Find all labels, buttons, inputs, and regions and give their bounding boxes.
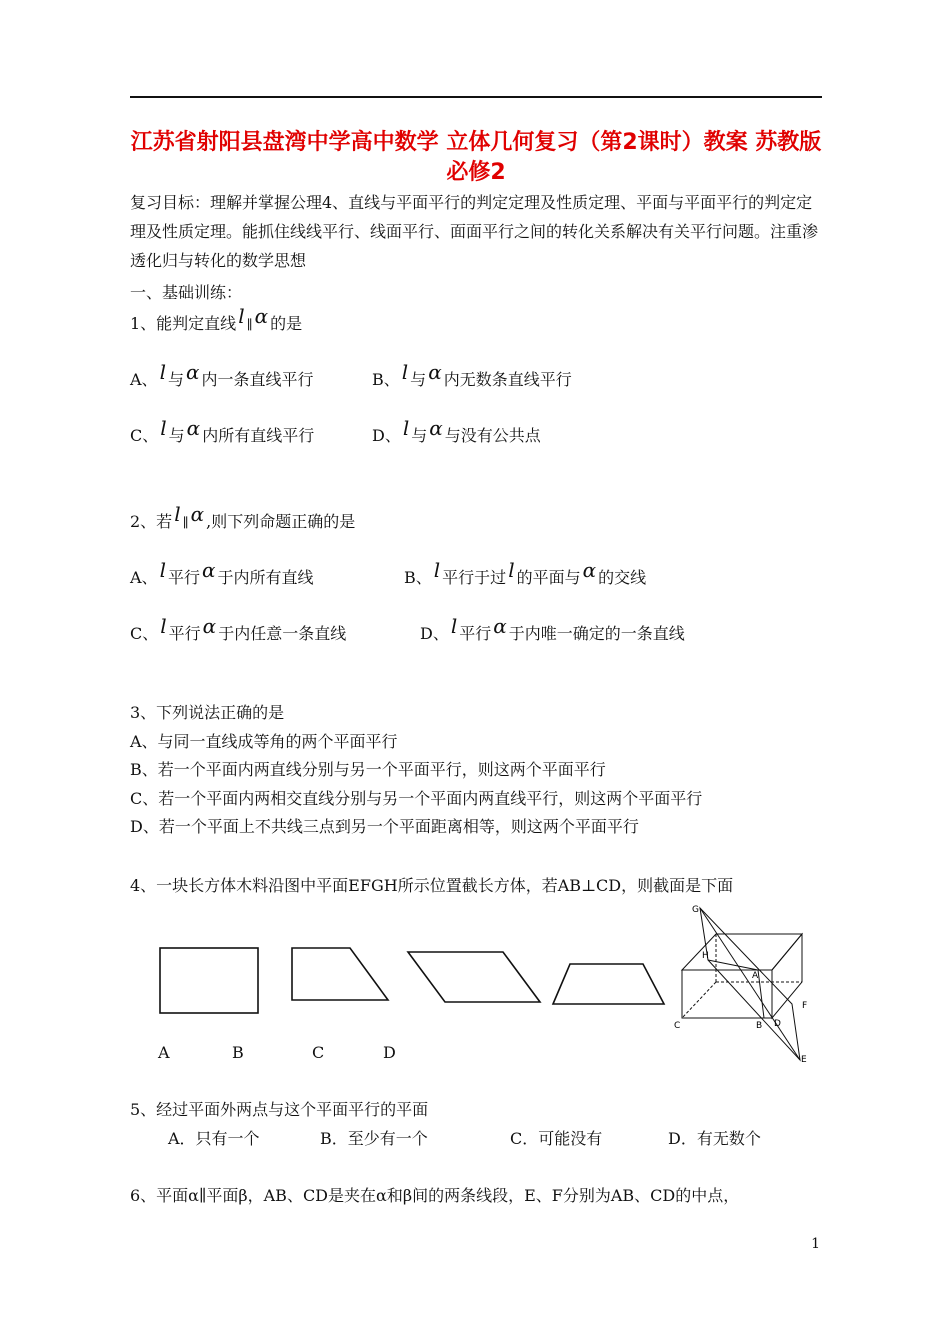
- option-mid-2: 的平面与: [516, 568, 581, 587]
- option-text: 与没有公共点: [444, 426, 541, 445]
- figure-label-c: C: [674, 1021, 681, 1031]
- option-mid: 平行于过: [442, 568, 507, 587]
- symbol-alpha: α: [186, 416, 201, 440]
- q3-option-b: B、若一个平面内两直线分别与另一个平面平行，则这两个平面平行: [130, 760, 606, 779]
- q2-option-a: [130, 558, 314, 588]
- option-text: 内所有直线平行: [202, 426, 315, 445]
- choice-label-c: C: [312, 1043, 325, 1062]
- option-mid: 与: [167, 370, 184, 389]
- q1-option-b: [372, 360, 572, 390]
- hidden-edge: [682, 982, 716, 1018]
- choice-label-a: A: [158, 1043, 170, 1062]
- objectives-paragraph: 复习目标：理解并掌握公理4、直线与平面平行的判定定理及性质定理、平面与平面平行的判定定理及性质定理。能抓住线线平行、线面平行、面面平行之间的转化关系解决有关平行问题。注重渗透化归与转化的数学思想: [130, 193, 819, 270]
- q3-option-a: A、与同一直线成等角的两个平面平行: [130, 732, 398, 751]
- document-title: 江苏省射阳县盘湾中学高中数学 立体几何复习（第2课时）教案 苏教版必修2: [130, 130, 822, 185]
- option-text: 于内任意一条直线: [218, 624, 347, 643]
- choice-label-b: B: [232, 1043, 244, 1062]
- figure-label-b: B: [756, 1021, 763, 1031]
- figure-label-g: G: [692, 905, 699, 915]
- symbol-parallel: ∥: [182, 516, 189, 531]
- option-label: B、: [372, 370, 400, 389]
- symbol-alpha: α: [493, 614, 507, 638]
- plane-edge: [700, 908, 800, 1060]
- symbol-l: l: [433, 558, 441, 582]
- shape-isosceles-trapezoid: [553, 964, 664, 1004]
- symbol-l: l: [160, 614, 167, 638]
- option-mid: 平行: [167, 568, 200, 587]
- page-number: 1: [811, 1236, 820, 1252]
- symbol-l: l: [160, 416, 167, 440]
- q1-option-d: [372, 416, 541, 446]
- q1-prefix: 1、能判定直线: [130, 314, 237, 333]
- option-text: 内一条直线平行: [201, 370, 314, 389]
- q3-option-d: D、若一个平面上不共线三点到另一个平面距离相等，则这两个平面平行: [130, 817, 639, 836]
- symbol-alpha: α: [582, 558, 597, 582]
- header-rule: [130, 96, 822, 98]
- q5-option-d: D．有无数个: [668, 1129, 761, 1148]
- option-label: A、: [130, 370, 158, 389]
- q2-prefix: 2、若: [130, 512, 173, 531]
- option-mid: 与: [411, 426, 428, 445]
- option-text: 于内所有直线: [217, 568, 314, 587]
- figure-label-e: E: [801, 1055, 807, 1065]
- symbol-l: l: [450, 614, 458, 638]
- shape-rectangle: [160, 948, 258, 1013]
- section-edge: [758, 970, 764, 1018]
- option-label: C、: [130, 426, 159, 445]
- option-label: C、: [130, 624, 159, 643]
- q2-option-b: [404, 558, 647, 588]
- symbol-alpha: α: [429, 416, 443, 440]
- option-mid: 与: [410, 370, 427, 389]
- symbol-alpha: α: [190, 502, 205, 526]
- option-label: D、: [372, 426, 401, 445]
- figure-label-f: F: [802, 1001, 808, 1011]
- symbol-l: l: [401, 360, 409, 384]
- figure-label-d: D: [774, 1019, 781, 1029]
- symbol-l: l: [402, 416, 410, 440]
- option-mid: 平行: [168, 624, 201, 643]
- q1-suffix: 的是: [270, 314, 303, 333]
- cuboid-right-face: [772, 934, 802, 1018]
- symbol-l: l: [508, 558, 515, 582]
- symbol-alpha: α: [428, 360, 442, 384]
- q1-option-a: [130, 360, 314, 390]
- q5-option-c: C．可能没有: [510, 1129, 603, 1148]
- q3-stem: 3、下列说法正确的是: [130, 703, 285, 722]
- symbol-parallel: ∥: [246, 318, 253, 333]
- q4-cuboid-figure: [672, 900, 822, 1070]
- symbol-l: l: [174, 502, 181, 526]
- option-mid: 平行: [459, 624, 492, 643]
- q2-option-c: [130, 614, 347, 644]
- option-text: 内无数条直线平行: [443, 370, 572, 389]
- q3-option-c: C、若一个平面内两相交直线分别与另一个平面内两直线平行，则这两个平面平行: [130, 789, 703, 808]
- q5-option-b: B．至少有一个: [320, 1129, 428, 1148]
- option-text: 于内唯一确定的一条直线: [508, 624, 685, 643]
- q5-option-a: A．只有一个: [168, 1129, 260, 1148]
- q1-option-c: [130, 416, 315, 446]
- option-text: 的交线: [598, 568, 647, 587]
- q2-option-d: [420, 614, 685, 644]
- option-label: B、: [404, 568, 432, 587]
- q4-stem: 4、一块长方体木料沿图中平面EFGH所示位置截长方体，若AB⊥CD，则截面是下面: [130, 876, 734, 895]
- symbol-alpha: α: [201, 558, 216, 582]
- q2-suffix: ,则下列命题正确的是: [206, 512, 356, 531]
- q6-stem: 6、平面α∥平面β，AB、CD是夹在α和β间的两条线段，E、F分别为AB、CD的中点，: [130, 1186, 740, 1205]
- symbol-alpha: α: [185, 360, 200, 384]
- section-heading: 一、基础训练：: [130, 283, 243, 302]
- option-label: D、: [420, 624, 449, 643]
- shape-trapezoid-right: [292, 948, 388, 1000]
- symbol-l: l: [159, 360, 166, 384]
- q5-stem: 5、经过平面外两点与这个平面平行的平面: [130, 1100, 429, 1119]
- symbol-l: l: [159, 558, 166, 582]
- option-label: A、: [130, 568, 158, 587]
- figure-label-h: H: [702, 951, 709, 961]
- q1-stem: [130, 304, 303, 336]
- shape-parallelogram: [408, 952, 540, 1002]
- symbol-alpha: α: [202, 614, 217, 638]
- symbol-alpha: α: [254, 304, 269, 328]
- choice-label-d: D: [383, 1043, 396, 1062]
- figure-label-a: A: [752, 971, 759, 981]
- option-mid: 与: [168, 426, 185, 445]
- q2-stem: [130, 502, 356, 534]
- symbol-l: l: [238, 304, 245, 328]
